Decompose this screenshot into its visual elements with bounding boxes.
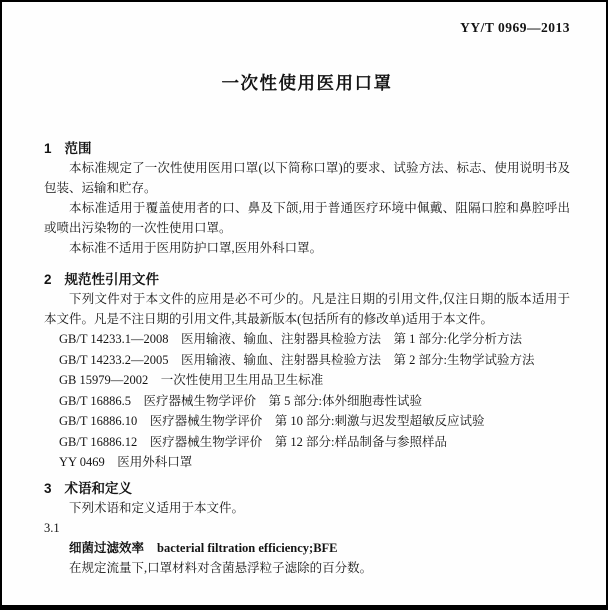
section-2-intro: 下列文件对于本文件的应用是必不可少的。凡是注日期的引用文件,仅注日期的版本适用于本文件。凡是不注日期的引用文件,其最新版本(包括所有的修改单)适用于本文件。 <box>44 292 570 326</box>
term-definition: 在规定流量下,口罩材料对含菌悬浮粒子滤除的百分数。 <box>69 560 373 575</box>
reference-item: GB 15979—2002 一次性使用卫生用品卫生标准 <box>59 373 324 387</box>
document-title: 一次性使用医用口罩 <box>221 73 393 93</box>
section-2-title: 规范性引用文件 <box>64 272 160 287</box>
term-name-chinese: 细菌过滤效率 <box>69 540 145 555</box>
section-3-title: 术语和定义 <box>64 480 133 496</box>
reference-item: YY 0469 医用外科口罩 <box>59 455 193 469</box>
section-3-heading <box>44 480 570 498</box>
reference-item: GB/T 16886.10 医疗器械生物学评价 第 10 部分:刺激与迟发型超敏反应试验 <box>59 414 485 428</box>
section-3-number: 3 <box>44 480 52 496</box>
section-1-heading <box>44 140 570 158</box>
section-1-paragraph: 本标准不适用于医用防护口罩,医用外科口罩。 <box>69 241 323 255</box>
reference-item: GB/T 14233.2—2005 医用输液、输血、注射器具检验方法 第 2 部分:生物学试验方法 <box>59 352 535 367</box>
normative-references-list <box>44 329 570 473</box>
section-1-paragraph: 本标准适用于覆盖使用者的口、鼻及下颌,用于普通医疗环境中佩戴、阻隔口腔和鼻腔呼出或喷出污染物的一次性使用口罩。 <box>44 201 570 235</box>
term-name-english: bacterial filtration efficiency;BFE <box>157 540 338 555</box>
standard-number: YY/T 0969—2013 <box>460 20 570 35</box>
section-1-title: 范围 <box>64 141 92 156</box>
term-title-line <box>44 538 570 558</box>
section-2-heading <box>44 271 570 289</box>
section-2-number: 2 <box>44 272 52 287</box>
reference-item: GB/T 14233.1—2008 医用输液、输血、注射器具检验方法 第 1 部分:化学分析方法 <box>59 332 522 346</box>
reference-item: GB/T 16886.12 医疗器械生物学评价 第 12 部分:样品制备与参照样品 <box>59 434 447 449</box>
section-3-intro: 下列术语和定义适用于本文件。 <box>69 500 245 515</box>
section-1-number: 1 <box>44 141 52 156</box>
term-number: 3.1 <box>44 520 60 535</box>
section-1-paragraph: 本标准规定了一次性使用医用口罩(以下简称口罩)的要求、试验方法、标志、使用说明书及包装、运输和贮存。 <box>44 161 570 195</box>
reference-item: GB/T 16886.5 医疗器械生物学评价 第 5 部分:体外细胞毒性试验 <box>59 393 422 408</box>
